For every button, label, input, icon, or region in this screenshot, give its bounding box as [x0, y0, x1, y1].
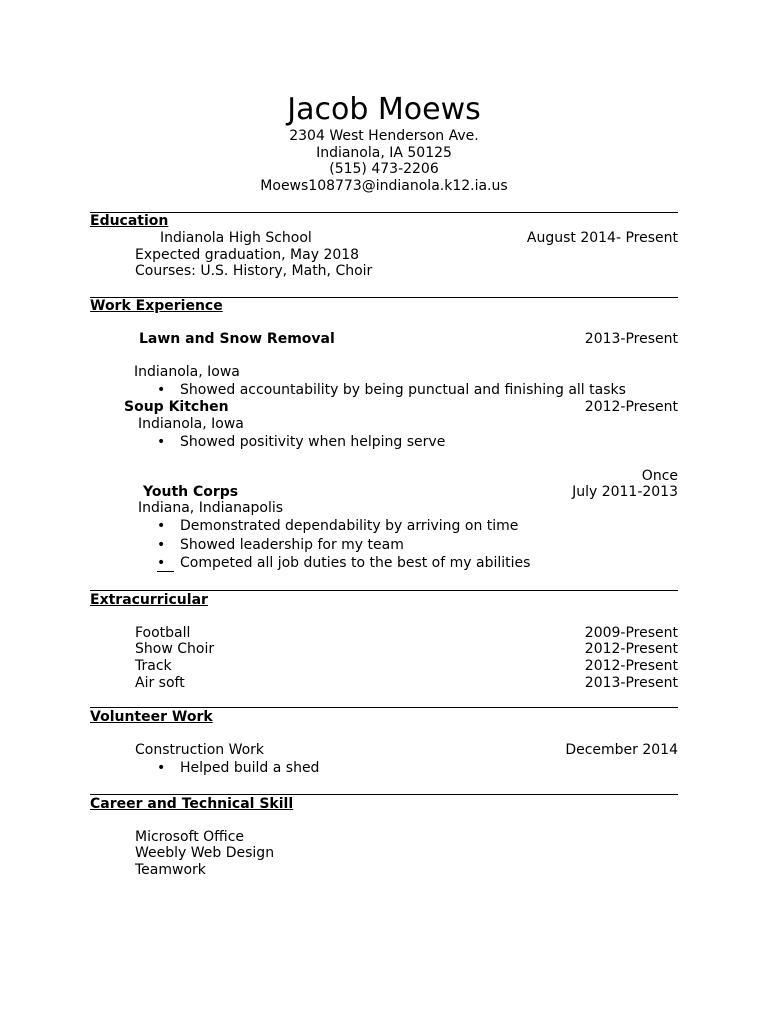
job-location: Indianola, Iowa	[138, 416, 244, 432]
job-bullet: Demonstrated dependability by arriving on time	[180, 518, 519, 534]
job-dates-line1: Once	[641, 468, 678, 484]
email-line: Moews108773@indianola.k12.ia.us	[260, 178, 508, 194]
bullet-glyph: •	[157, 555, 174, 572]
activity-name: Air soft	[135, 675, 185, 691]
job-bullet: Competed all job duties to the best of my abilities	[180, 555, 531, 571]
bullet-marker: •	[157, 760, 166, 776]
activity-dates: 2013-Present	[584, 675, 678, 691]
school-name: Indianola High School	[160, 230, 312, 246]
activity-dates: 2012-Present	[584, 658, 678, 674]
courses-text: Courses: U.S. History, Math, Choir	[135, 263, 373, 279]
extracurricular-heading: Extracurricular	[90, 592, 208, 608]
job-bullet: Showed accountability by being punctual and finishing all tasks	[180, 382, 626, 398]
job-title: Youth Corps	[143, 484, 239, 500]
job-dates: July 2011-2013	[572, 484, 678, 500]
section-divider	[90, 590, 678, 591]
volunteer-bullet: Helped build a shed	[180, 760, 320, 776]
city-line: Indianola, IA 50125	[316, 145, 452, 161]
address-line: 2304 West Henderson Ave.	[289, 128, 479, 144]
activity-name: Football	[135, 625, 191, 641]
skill-item: Teamwork	[135, 862, 206, 878]
bullet-marker: •	[157, 518, 166, 534]
work-heading: Work Experience	[90, 298, 223, 314]
activity-dates: 2009-Present	[584, 625, 678, 641]
resume-name: Jacob Moews	[287, 92, 481, 127]
job-location: Indianola, Iowa	[134, 364, 240, 380]
activity-name: Track	[135, 658, 172, 674]
education-heading: Education	[90, 213, 169, 229]
bullet-marker	[157, 555, 174, 572]
job-bullet: Showed leadership for my team	[180, 537, 404, 553]
graduation-text: Expected graduation, May 2018	[135, 247, 360, 263]
phone-line: (515) 473-2206	[329, 161, 439, 177]
education-dates: August 2014- Present	[526, 230, 678, 246]
job-location: Indiana, Indianapolis	[138, 500, 284, 516]
job-dates: 2013-Present	[584, 331, 678, 347]
bullet-marker: •	[157, 434, 166, 450]
job-title: Soup Kitchen	[124, 399, 229, 415]
bullet-marker: •	[157, 537, 166, 553]
volunteer-heading: Volunteer Work	[90, 709, 213, 725]
activity-name: Show Choir	[135, 641, 215, 657]
job-bullet: Showed positivity when helping serve	[180, 434, 446, 450]
volunteer-dates: December 2014	[565, 742, 678, 758]
skills-heading: Career and Technical Skill	[90, 796, 294, 812]
volunteer-role: Construction Work	[135, 742, 265, 758]
job-dates: 2012-Present	[584, 399, 678, 415]
section-divider	[90, 212, 678, 213]
job-title: Lawn and Snow Removal	[139, 331, 335, 347]
skill-item: Microsoft Office	[135, 829, 245, 845]
section-divider	[90, 707, 678, 708]
bullet-marker: •	[157, 382, 166, 398]
section-divider	[90, 794, 678, 795]
skill-item: Weebly Web Design	[135, 845, 275, 861]
activity-dates: 2012-Present	[584, 641, 678, 657]
